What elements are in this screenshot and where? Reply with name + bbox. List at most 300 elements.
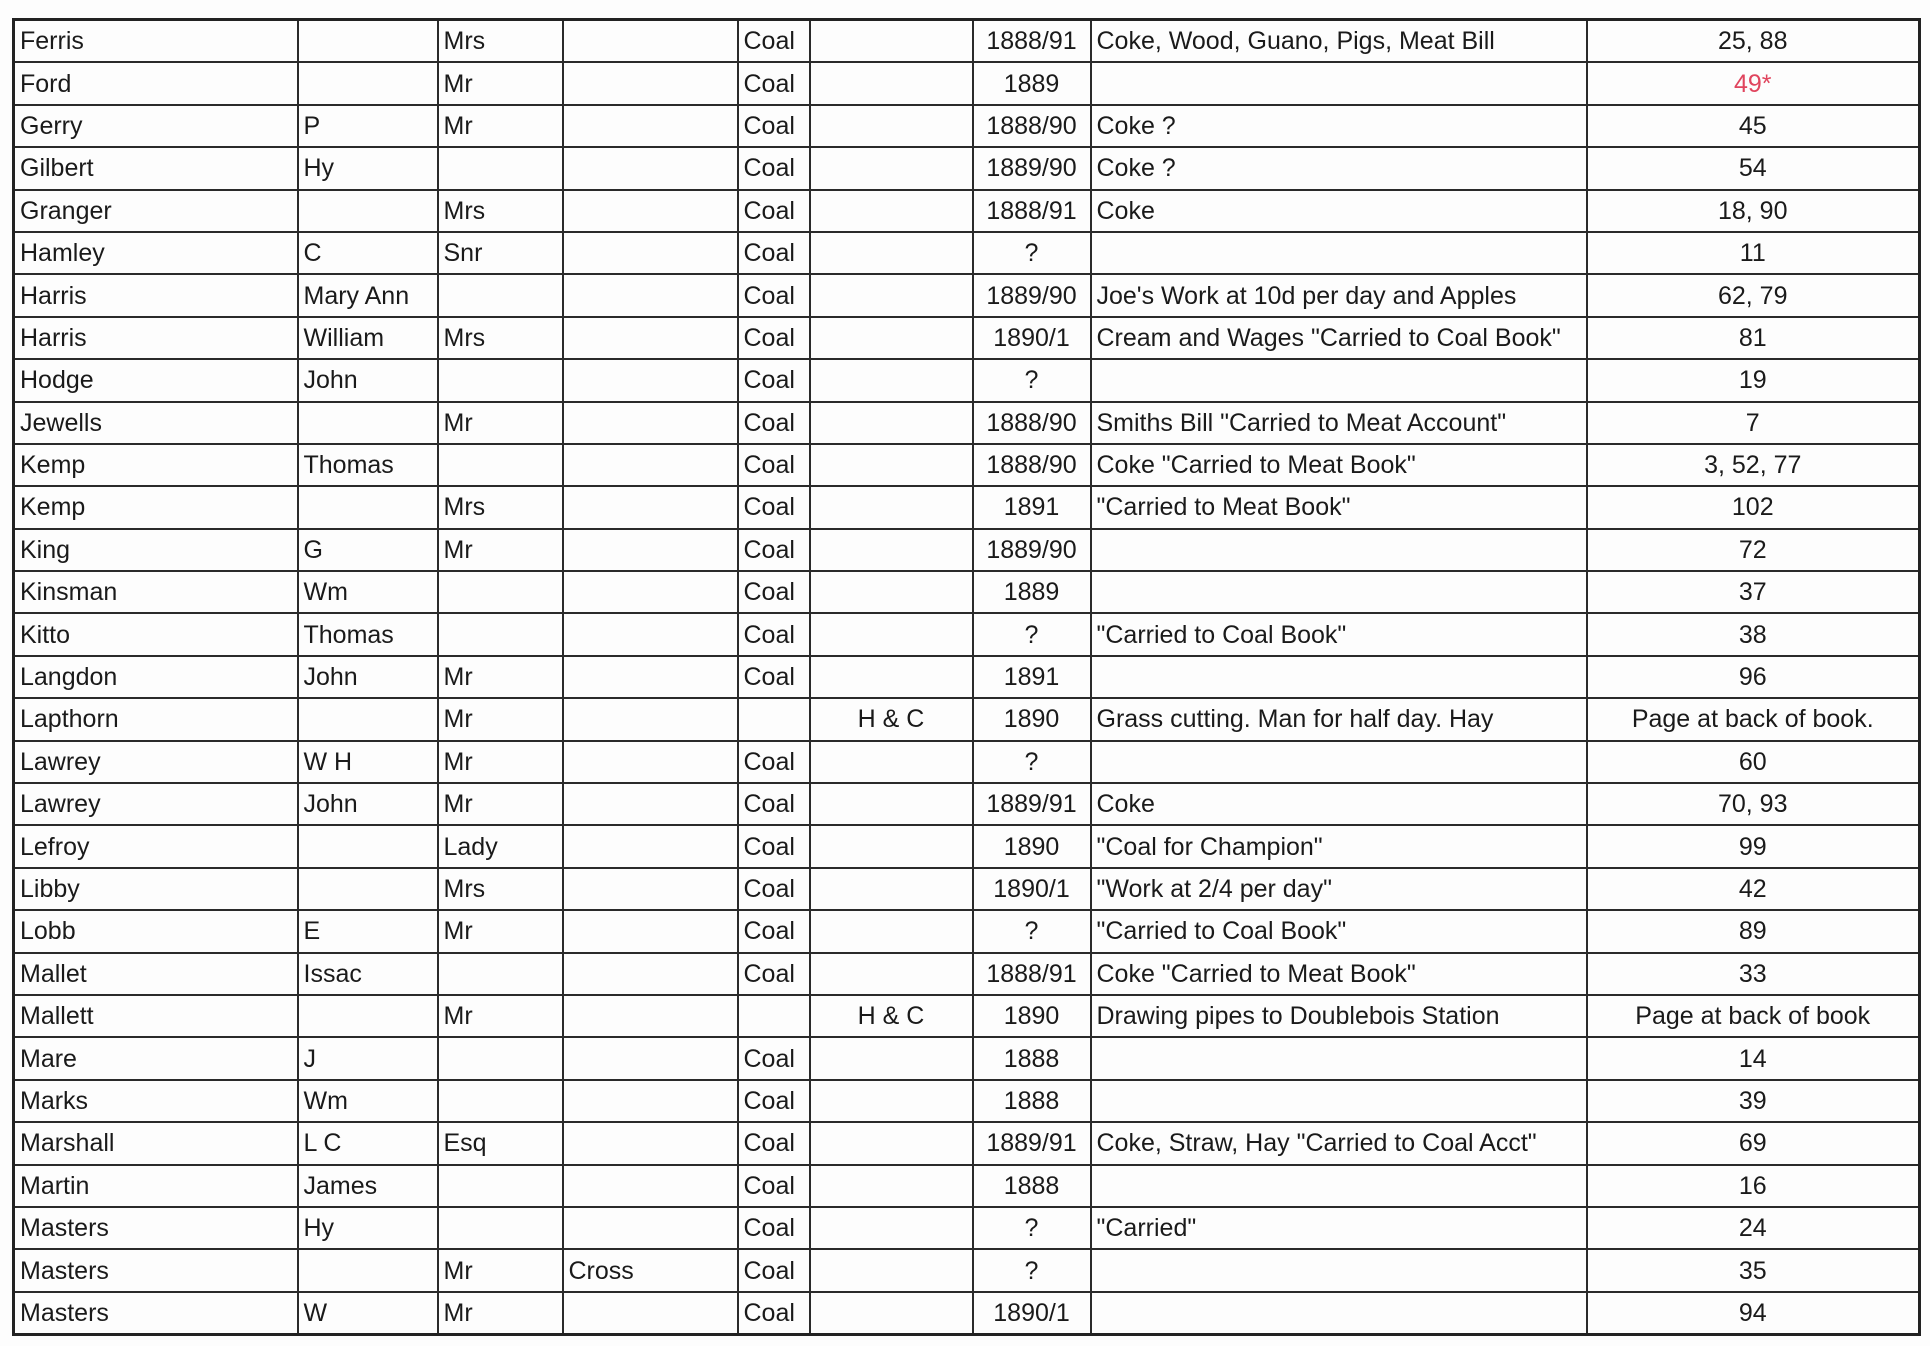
notes-cell: Coke, Wood, Guano, Pigs, Meat Bill: [1091, 20, 1587, 63]
year-cell: 1890/1: [973, 868, 1091, 910]
table-row: [14, 147, 1920, 189]
alt-kind-cell: [810, 613, 973, 655]
pages-cell: 81: [1587, 317, 1920, 359]
surname-cell: Jewells: [14, 402, 298, 444]
first-name-cell: Thomas: [298, 444, 438, 486]
table-row: [14, 402, 1920, 444]
year-cell: 1889/91: [973, 783, 1091, 825]
kind-cell: Coal: [738, 232, 810, 274]
notes-cell: "Coal for Champion": [1091, 825, 1587, 867]
title-cell: Mrs: [438, 20, 563, 63]
kind-cell: Coal: [738, 190, 810, 232]
first-name-cell: [298, 698, 438, 740]
table-row: [14, 783, 1920, 825]
alt-kind-cell: [810, 1165, 973, 1207]
alt-kind-cell: [810, 868, 973, 910]
notes-cell: [1091, 656, 1587, 698]
kind-cell: Coal: [738, 656, 810, 698]
alt-kind-cell: [810, 1080, 973, 1122]
extra-cell: Cross: [563, 1249, 738, 1291]
title-cell: Mrs: [438, 486, 563, 528]
year-cell: 1888: [973, 1080, 1091, 1122]
notes-cell: Coke "Carried to Meat Book": [1091, 444, 1587, 486]
table-row: [14, 1207, 1920, 1249]
year-cell: 1890/1: [973, 317, 1091, 359]
kind-cell: Coal: [738, 444, 810, 486]
pages-cell: 38: [1587, 613, 1920, 655]
notes-cell: Coke: [1091, 783, 1587, 825]
title-cell: Mr: [438, 402, 563, 444]
first-name-cell: Wm: [298, 1080, 438, 1122]
extra-cell: [563, 1037, 738, 1079]
pages-cell: 18, 90: [1587, 190, 1920, 232]
extra-cell: [563, 105, 738, 147]
title-cell: Mr: [438, 783, 563, 825]
alt-kind-cell: [810, 1249, 973, 1291]
alt-kind-cell: [810, 910, 973, 952]
kind-cell: Coal: [738, 147, 810, 189]
first-name-cell: G: [298, 529, 438, 571]
table-row: [14, 1165, 1920, 1207]
alt-kind-cell: H & C: [810, 698, 973, 740]
extra-cell: [563, 1122, 738, 1164]
notes-cell: Grass cutting. Man for half day. Hay: [1091, 698, 1587, 740]
surname-cell: Harris: [14, 274, 298, 316]
alt-kind-cell: [810, 147, 973, 189]
table-row: [14, 20, 1920, 63]
alt-kind-cell: H & C: [810, 995, 973, 1037]
table-row: [14, 656, 1920, 698]
year-cell: 1889/90: [973, 147, 1091, 189]
kind-cell: Coal: [738, 62, 810, 104]
surname-cell: Gilbert: [14, 147, 298, 189]
year-cell: ?: [973, 232, 1091, 274]
pages-cell: 69: [1587, 1122, 1920, 1164]
table-row: [14, 868, 1920, 910]
pages-cell: Page at back of book.: [1587, 698, 1920, 740]
notes-cell: Coke "Carried to Meat Book": [1091, 953, 1587, 995]
table-row: [14, 529, 1920, 571]
alt-kind-cell: [810, 105, 973, 147]
year-cell: ?: [973, 741, 1091, 783]
surname-cell: Lawrey: [14, 741, 298, 783]
pages-cell: 19: [1587, 359, 1920, 401]
kind-cell: Coal: [738, 274, 810, 316]
kind-cell: Coal: [738, 317, 810, 359]
extra-cell: [563, 1080, 738, 1122]
title-cell: [438, 1207, 563, 1249]
extra-cell: [563, 317, 738, 359]
table-row: [14, 698, 1920, 740]
year-cell: 1889/90: [973, 274, 1091, 316]
pages-cell: 37: [1587, 571, 1920, 613]
first-name-cell: James: [298, 1165, 438, 1207]
surname-cell: King: [14, 529, 298, 571]
pages-cell: 3, 52, 77: [1587, 444, 1920, 486]
surname-cell: Mallet: [14, 953, 298, 995]
extra-cell: [563, 274, 738, 316]
first-name-cell: [298, 868, 438, 910]
notes-cell: Coke: [1091, 190, 1587, 232]
alt-kind-cell: [810, 825, 973, 867]
first-name-cell: E: [298, 910, 438, 952]
title-cell: Mr: [438, 995, 563, 1037]
year-cell: 1888/91: [973, 190, 1091, 232]
notes-cell: [1091, 1165, 1587, 1207]
year-cell: ?: [973, 1249, 1091, 1291]
kind-cell: Coal: [738, 910, 810, 952]
pages-cell: 60: [1587, 741, 1920, 783]
pages-cell: 24: [1587, 1207, 1920, 1249]
title-cell: Mr: [438, 698, 563, 740]
first-name-cell: W: [298, 1292, 438, 1335]
extra-cell: [563, 232, 738, 274]
extra-cell: [563, 359, 738, 401]
surname-cell: Marshall: [14, 1122, 298, 1164]
pages-cell: 16: [1587, 1165, 1920, 1207]
first-name-cell: [298, 402, 438, 444]
first-name-cell: C: [298, 232, 438, 274]
alt-kind-cell: [810, 953, 973, 995]
extra-cell: [563, 868, 738, 910]
extra-cell: [563, 62, 738, 104]
table-row: [14, 1122, 1920, 1164]
title-cell: Mrs: [438, 190, 563, 232]
kind-cell: Coal: [738, 613, 810, 655]
year-cell: 1888/91: [973, 953, 1091, 995]
notes-cell: [1091, 1249, 1587, 1291]
extra-cell: [563, 1207, 738, 1249]
table-row: [14, 1249, 1920, 1291]
alt-kind-cell: [810, 232, 973, 274]
pages-cell: 94: [1587, 1292, 1920, 1335]
title-cell: Mr: [438, 1249, 563, 1291]
first-name-cell: J: [298, 1037, 438, 1079]
title-cell: [438, 1080, 563, 1122]
first-name-cell: William: [298, 317, 438, 359]
notes-cell: Coke ?: [1091, 147, 1587, 189]
table-row: [14, 62, 1920, 104]
year-cell: 1888/90: [973, 444, 1091, 486]
kind-cell: Coal: [738, 1080, 810, 1122]
title-cell: Mr: [438, 105, 563, 147]
table-row: [14, 486, 1920, 528]
alt-kind-cell: [810, 402, 973, 444]
table-row: [14, 1292, 1920, 1335]
extra-cell: [563, 190, 738, 232]
title-cell: [438, 1037, 563, 1079]
notes-cell: [1091, 232, 1587, 274]
table-row: [14, 571, 1920, 613]
surname-cell: Hamley: [14, 232, 298, 274]
first-name-cell: [298, 825, 438, 867]
year-cell: 1891: [973, 656, 1091, 698]
pages-cell: 89: [1587, 910, 1920, 952]
title-cell: [438, 444, 563, 486]
extra-cell: [563, 571, 738, 613]
kind-cell: Coal: [738, 741, 810, 783]
pages-cell: 49*: [1587, 62, 1920, 104]
first-name-cell: Wm: [298, 571, 438, 613]
kind-cell: [738, 995, 810, 1037]
kind-cell: [738, 698, 810, 740]
kind-cell: Coal: [738, 571, 810, 613]
title-cell: Lady: [438, 825, 563, 867]
surname-cell: Langdon: [14, 656, 298, 698]
kind-cell: Coal: [738, 825, 810, 867]
kind-cell: Coal: [738, 953, 810, 995]
title-cell: [438, 953, 563, 995]
notes-cell: "Carried to Meat Book": [1091, 486, 1587, 528]
surname-cell: Granger: [14, 190, 298, 232]
title-cell: [438, 571, 563, 613]
alt-kind-cell: [810, 571, 973, 613]
surname-cell: Masters: [14, 1207, 298, 1249]
year-cell: 1888/91: [973, 20, 1091, 63]
pages-cell: Page at back of book: [1587, 995, 1920, 1037]
notes-cell: Smiths Bill "Carried to Meat Account": [1091, 402, 1587, 444]
surname-cell: Mallett: [14, 995, 298, 1037]
surname-cell: Harris: [14, 317, 298, 359]
title-cell: Snr: [438, 232, 563, 274]
title-cell: Mr: [438, 62, 563, 104]
surname-cell: Lobb: [14, 910, 298, 952]
title-cell: [438, 613, 563, 655]
surname-cell: Ford: [14, 62, 298, 104]
surname-cell: Hodge: [14, 359, 298, 401]
table-row: [14, 1037, 1920, 1079]
pages-cell: 70, 93: [1587, 783, 1920, 825]
extra-cell: [563, 444, 738, 486]
surname-cell: Lapthorn: [14, 698, 298, 740]
kind-cell: Coal: [738, 486, 810, 528]
table-row: [14, 910, 1920, 952]
year-cell: 1891: [973, 486, 1091, 528]
pages-cell: 96: [1587, 656, 1920, 698]
extra-cell: [563, 953, 738, 995]
year-cell: 1890: [973, 825, 1091, 867]
alt-kind-cell: [810, 1037, 973, 1079]
pages-cell: 25, 88: [1587, 20, 1920, 63]
first-name-cell: [298, 486, 438, 528]
extra-cell: [563, 1292, 738, 1335]
first-name-cell: [298, 190, 438, 232]
notes-cell: "Carried to Coal Book": [1091, 910, 1587, 952]
table-row: [14, 190, 1920, 232]
extra-cell: [563, 741, 738, 783]
kind-cell: Coal: [738, 1249, 810, 1291]
surname-cell: Marks: [14, 1080, 298, 1122]
table-row: [14, 274, 1920, 316]
extra-cell: [563, 783, 738, 825]
title-cell: Mr: [438, 741, 563, 783]
first-name-cell: [298, 20, 438, 63]
pages-cell: 54: [1587, 147, 1920, 189]
extra-cell: [563, 825, 738, 867]
title-cell: [438, 359, 563, 401]
title-cell: Mr: [438, 656, 563, 698]
notes-cell: Cream and Wages "Carried to Coal Book": [1091, 317, 1587, 359]
alt-kind-cell: [810, 1292, 973, 1335]
extra-cell: [563, 910, 738, 952]
first-name-cell: Hy: [298, 147, 438, 189]
notes-cell: Coke, Straw, Hay "Carried to Coal Acct": [1091, 1122, 1587, 1164]
extra-cell: [563, 486, 738, 528]
pages-cell: 11: [1587, 232, 1920, 274]
title-cell: [438, 1165, 563, 1207]
pages-cell: 14: [1587, 1037, 1920, 1079]
extra-cell: [563, 1165, 738, 1207]
year-cell: ?: [973, 910, 1091, 952]
surname-cell: Masters: [14, 1249, 298, 1291]
surname-cell: Ferris: [14, 20, 298, 63]
notes-cell: [1091, 529, 1587, 571]
alt-kind-cell: [810, 190, 973, 232]
first-name-cell: John: [298, 783, 438, 825]
alt-kind-cell: [810, 783, 973, 825]
surname-cell: Lawrey: [14, 783, 298, 825]
kind-cell: Coal: [738, 402, 810, 444]
title-cell: Mr: [438, 910, 563, 952]
first-name-cell: P: [298, 105, 438, 147]
notes-cell: [1091, 359, 1587, 401]
title-cell: Mrs: [438, 317, 563, 359]
title-cell: [438, 147, 563, 189]
pages-cell: 62, 79: [1587, 274, 1920, 316]
kind-cell: Coal: [738, 1207, 810, 1249]
first-name-cell: Thomas: [298, 613, 438, 655]
surname-cell: Kemp: [14, 444, 298, 486]
notes-cell: [1091, 741, 1587, 783]
notes-cell: Coke ?: [1091, 105, 1587, 147]
table-row: [14, 613, 1920, 655]
alt-kind-cell: [810, 20, 973, 63]
alt-kind-cell: [810, 1122, 973, 1164]
notes-cell: [1091, 62, 1587, 104]
pages-cell: 33: [1587, 953, 1920, 995]
notes-cell: [1091, 1080, 1587, 1122]
year-cell: 1890: [973, 995, 1091, 1037]
table-row: [14, 317, 1920, 359]
ledger-body: [14, 20, 1920, 1335]
notes-cell: [1091, 1292, 1587, 1335]
extra-cell: [563, 402, 738, 444]
notes-cell: [1091, 571, 1587, 613]
extra-cell: [563, 613, 738, 655]
pages-cell: 35: [1587, 1249, 1920, 1291]
notes-cell: Joe's Work at 10d per day and Apples: [1091, 274, 1587, 316]
alt-kind-cell: [810, 486, 973, 528]
first-name-cell: John: [298, 656, 438, 698]
kind-cell: Coal: [738, 868, 810, 910]
pages-cell: 45: [1587, 105, 1920, 147]
year-cell: 1889/90: [973, 529, 1091, 571]
table-row: [14, 995, 1920, 1037]
first-name-cell: [298, 995, 438, 1037]
extra-cell: [563, 20, 738, 63]
table-row: [14, 444, 1920, 486]
table-row: [14, 825, 1920, 867]
year-cell: 1890: [973, 698, 1091, 740]
surname-cell: Masters: [14, 1292, 298, 1335]
alt-kind-cell: [810, 317, 973, 359]
year-cell: 1888/90: [973, 402, 1091, 444]
year-cell: 1889/91: [973, 1122, 1091, 1164]
pages-cell: 42: [1587, 868, 1920, 910]
year-cell: 1888: [973, 1037, 1091, 1079]
alt-kind-cell: [810, 274, 973, 316]
year-cell: 1888: [973, 1165, 1091, 1207]
kind-cell: Coal: [738, 1165, 810, 1207]
extra-cell: [563, 147, 738, 189]
extra-cell: [563, 529, 738, 571]
kind-cell: Coal: [738, 1037, 810, 1079]
title-cell: Esq: [438, 1122, 563, 1164]
kind-cell: Coal: [738, 529, 810, 571]
table-row: [14, 359, 1920, 401]
first-name-cell: Hy: [298, 1207, 438, 1249]
first-name-cell: [298, 62, 438, 104]
pages-cell: 7: [1587, 402, 1920, 444]
first-name-cell: John: [298, 359, 438, 401]
table-row: [14, 232, 1920, 274]
ledger-table: [12, 18, 1921, 1336]
table-row: [14, 1080, 1920, 1122]
alt-kind-cell: [810, 1207, 973, 1249]
surname-cell: Kemp: [14, 486, 298, 528]
alt-kind-cell: [810, 359, 973, 401]
surname-cell: Gerry: [14, 105, 298, 147]
kind-cell: Coal: [738, 105, 810, 147]
notes-cell: [1091, 1037, 1587, 1079]
extra-cell: [563, 698, 738, 740]
notes-cell: "Work at 2/4 per day": [1091, 868, 1587, 910]
surname-cell: Kitto: [14, 613, 298, 655]
surname-cell: Lefroy: [14, 825, 298, 867]
surname-cell: Kinsman: [14, 571, 298, 613]
alt-kind-cell: [810, 62, 973, 104]
first-name-cell: [298, 1249, 438, 1291]
table-row: [14, 953, 1920, 995]
kind-cell: Coal: [738, 783, 810, 825]
first-name-cell: Mary Ann: [298, 274, 438, 316]
title-cell: Mr: [438, 1292, 563, 1335]
year-cell: 1889: [973, 571, 1091, 613]
extra-cell: [563, 656, 738, 698]
first-name-cell: W H: [298, 741, 438, 783]
year-cell: 1889: [973, 62, 1091, 104]
year-cell: 1890/1: [973, 1292, 1091, 1335]
pages-cell: 99: [1587, 825, 1920, 867]
year-cell: ?: [973, 1207, 1091, 1249]
kind-cell: Coal: [738, 359, 810, 401]
year-cell: ?: [973, 359, 1091, 401]
notes-cell: "Carried to Coal Book": [1091, 613, 1587, 655]
pages-cell: 102: [1587, 486, 1920, 528]
title-cell: [438, 274, 563, 316]
surname-cell: Mare: [14, 1037, 298, 1079]
title-cell: Mr: [438, 529, 563, 571]
year-cell: 1888/90: [973, 105, 1091, 147]
notes-cell: Drawing pipes to Doublebois Station: [1091, 995, 1587, 1037]
notes-cell: "Carried": [1091, 1207, 1587, 1249]
alt-kind-cell: [810, 741, 973, 783]
first-name-cell: L C: [298, 1122, 438, 1164]
title-cell: Mrs: [438, 868, 563, 910]
surname-cell: Martin: [14, 1165, 298, 1207]
pages-cell: 39: [1587, 1080, 1920, 1122]
table-row: [14, 741, 1920, 783]
